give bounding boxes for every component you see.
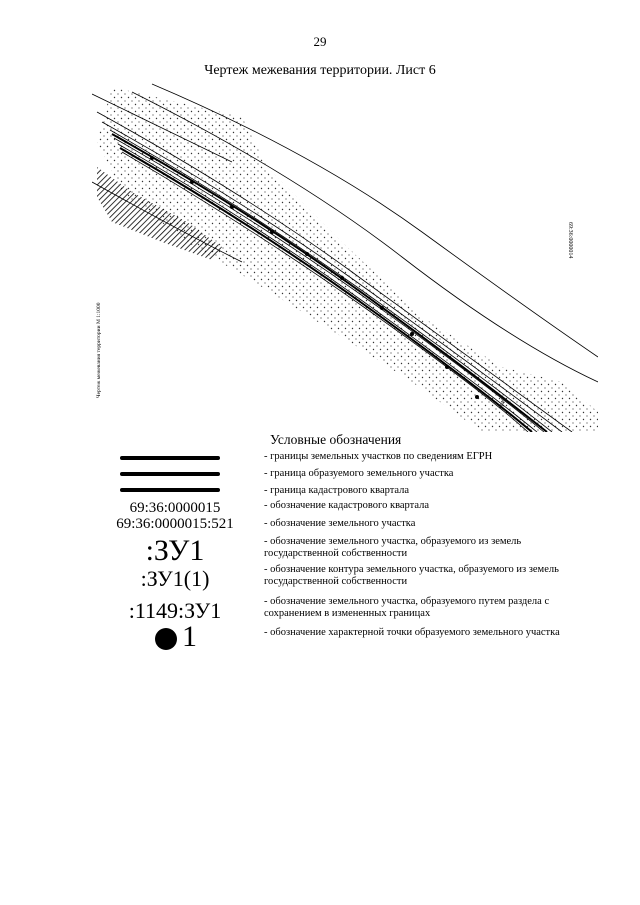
legend-symbol-zu1: :ЗУ1 (145, 534, 205, 567)
legend-heading: Условные обозначения (270, 432, 402, 447)
page-number: 29 (313, 34, 327, 49)
legend-symbol-egrn-boundary (120, 456, 220, 460)
legend-desc-split-parcel: - обозначение земельного участка, образуемого путем раздела с сохранением в измененных границах (264, 596, 550, 619)
legend-point-icon (155, 628, 177, 650)
survey-map-drawing (92, 82, 598, 432)
legend-desc-zu1: - обозначение земельного участка, образуемого из земель государственной собственности (264, 536, 522, 559)
legend-desc-quarter-code: - обозначение кадастрового квартала (264, 500, 430, 511)
map-lot-label: 1149 (498, 397, 508, 411)
legend-desc-parcel-code: - обозначение земельного участка (264, 518, 416, 529)
legend-desc-point: - обозначение характерной точки образуемого земельного участка (264, 627, 560, 638)
legend-symbol-split-parcel: :1149:ЗУ1 (128, 598, 222, 623)
legend-desc-new-parcel-boundary: - граница образуемого земельного участка (264, 468, 454, 479)
legend-point-number: 1 (182, 620, 197, 653)
sheet-title: Чертеж межевания территории. Лист 6 (204, 63, 436, 78)
map-side-label-right: 69:36:0000014 (567, 222, 573, 259)
legend-symbol-parcel-code: 69:36:0000015:521 (116, 516, 234, 532)
legend-desc-zu1-contour: - обозначение контура земельного участка, образуемого из земель государственной собственности (264, 564, 559, 587)
map-side-label-left: Чертеж межевания территории М 1:1000 (96, 302, 102, 398)
survey-map (92, 82, 598, 432)
legend-symbol-cadastral-quarter-boundary (120, 488, 220, 492)
legend-symbol-quarter-code: 69:36:0000015 (129, 500, 221, 516)
legend-desc-egrn-boundary: - границы земельных участков по сведениям ЕГРН (264, 451, 493, 462)
legend-symbol-zu1-contour: :ЗУ1(1) (140, 566, 210, 591)
legend-symbol-new-parcel-boundary (120, 472, 220, 476)
legend-desc-quarter-boundary: - граница кадастрового квартала (264, 485, 410, 496)
